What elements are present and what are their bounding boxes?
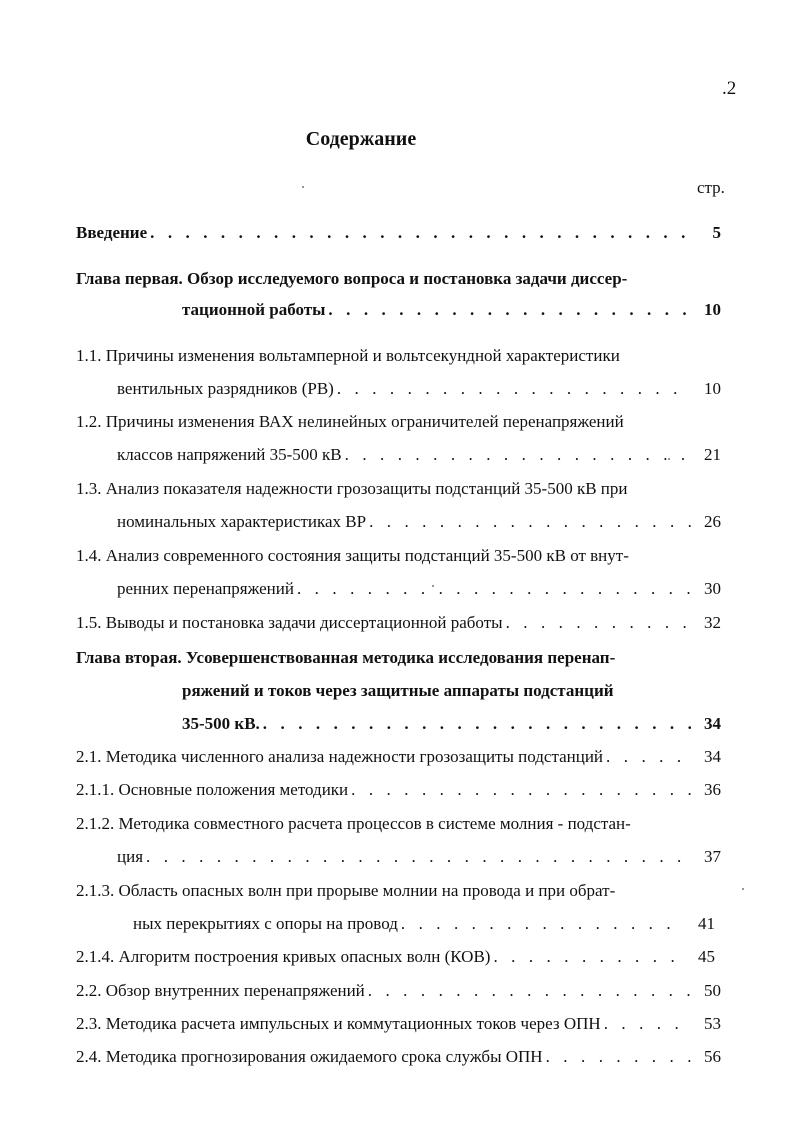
toc-chapter-heading-continued: ряжений и токов через защитные аппараты подстанций (182, 681, 614, 700)
dot-leader (604, 1013, 691, 1035)
scan-speck (302, 186, 304, 188)
toc-entry-page: 56 (704, 1047, 721, 1066)
toc-entry-title: 2.3. Методика расчета импульсных и коммутационных токов через ОПН (76, 1014, 601, 1033)
toc-entry-2-2[interactable] (76, 980, 721, 1002)
toc-entry-title: 2.1.1. Основные положения методики (76, 780, 349, 799)
toc-section-heading: 1.4. Анализ современного состояния защиты подстанций 35-500 кВ от внут- (76, 546, 629, 565)
scan-speck (742, 888, 744, 890)
dot-leader (493, 946, 685, 968)
toc-entry-title: ных перекрытиях с опоры на провод (133, 914, 398, 933)
scan-speck (668, 458, 670, 460)
toc-entry-2-1-2[interactable] (117, 846, 721, 868)
toc-entry-page: 41 (698, 914, 715, 933)
toc-section-heading: 2.1.3. Область опасных волн при прорыве молнии на провода и при обрат- (76, 881, 616, 900)
page-column-label: стр. (697, 178, 725, 197)
scan-speck (432, 585, 434, 587)
toc-section-heading: 2.1.2. Методика совместного расчета процессов в системе молния - подстан- (76, 814, 631, 833)
toc-entry-2-1-4[interactable] (76, 946, 715, 968)
toc-entry-page: 34 (704, 747, 721, 766)
toc-entry-introduction[interactable] (76, 222, 721, 244)
toc-entry-page: 30 (704, 579, 721, 598)
toc-entry-title: 2.1.4. Алгоритм построения кривых опасных волн (КОВ) (76, 947, 491, 966)
dot-leader (328, 299, 691, 321)
toc-entry-title: номинальных характеристиках ВР (117, 512, 367, 531)
toc-entry-page: 34 (704, 714, 721, 733)
dot-leader (351, 779, 691, 801)
dot-leader (345, 444, 691, 466)
toc-entry-1-1[interactable] (117, 378, 721, 400)
dot-leader (368, 980, 691, 1002)
page-title: Содержание (305, 128, 417, 150)
toc-entry-2-1-1[interactable] (76, 779, 721, 801)
toc-entry-2-3[interactable] (76, 1013, 721, 1035)
toc-entry-page: 53 (704, 1014, 721, 1033)
dot-leader (297, 578, 691, 600)
toc-entry-page: 10 (704, 300, 721, 319)
toc-entry-page: 50 (704, 981, 721, 1000)
toc-entry-title: ция (117, 847, 144, 866)
toc-entry-title: вентильных разрядников (РВ) (117, 379, 334, 398)
toc-entry-page: 45 (698, 947, 715, 966)
toc-entry-title: классов напряжений 35-500 кВ (117, 445, 342, 464)
toc-entry-title: 2.1. Методика численного анализа надежности грозозащиты подстанций (76, 747, 604, 766)
toc-chapter-heading: Глава первая. Обзор исследуемого вопроса и постановка задачи диссер- (76, 269, 628, 288)
dot-leader (146, 846, 691, 868)
toc-entry-title: 35-500 кВ. (182, 714, 260, 733)
dot-leader (606, 746, 691, 768)
dot-leader (546, 1046, 691, 1068)
toc-entry-1-3[interactable] (117, 511, 721, 533)
toc-section-heading: 1.3. Анализ показателя надежности грозозащиты подстанций 35-500 кВ при (76, 479, 628, 498)
toc-chapter-heading: Глава вторая. Усовершенствованная методика исследования перенап- (76, 648, 616, 667)
toc-entry-page: 26 (704, 512, 721, 531)
toc-entry-2-1[interactable] (76, 746, 721, 768)
dot-leader (506, 612, 691, 634)
toc-entry-page: 32 (704, 613, 721, 632)
toc-entry-chapter-2[interactable] (182, 713, 721, 735)
toc-entry-2-4[interactable] (76, 1046, 721, 1068)
toc-entry-chapter-1[interactable] (182, 299, 721, 321)
toc-entry-title: 1.5. Выводы и постановка задачи диссертационной работы (76, 613, 503, 632)
toc-section-heading: 1.2. Причины изменения ВАХ нелинейных ограничителей перенапряжений (76, 412, 624, 431)
toc-entry-page: 21 (704, 445, 721, 464)
toc-entry-title: ренних перенапряжений (117, 579, 294, 598)
toc-entry-page: 36 (704, 780, 721, 799)
dot-leader (263, 713, 691, 735)
toc-entry-1-2[interactable] (117, 444, 721, 466)
dot-leader (337, 378, 691, 400)
dot-leader (150, 222, 691, 244)
dot-leader (401, 913, 685, 935)
toc-entry-title: 2.4. Методика прогнозирования ожидаемого срока службы ОПН (76, 1047, 543, 1066)
toc-entry-page: 37 (704, 847, 721, 866)
toc-entry-page: 10 (704, 379, 721, 398)
toc-section-heading: 1.1. Причины изменения вольтамперной и вольтсекундной характеристики (76, 346, 620, 365)
toc-entry-page: 5 (712, 223, 721, 242)
toc-entry-1-4[interactable] (117, 578, 721, 600)
toc-entry-title: Введение (76, 223, 148, 242)
toc-entry-title: 2.2. Обзор внутренних перенапряжений (76, 981, 365, 1000)
toc-entry-1-5[interactable] (76, 612, 721, 634)
dot-leader (369, 511, 691, 533)
toc-entry-title: тационной работы (182, 300, 326, 319)
page-number: .2 (722, 78, 737, 99)
toc-entry-2-1-3[interactable] (133, 913, 715, 935)
